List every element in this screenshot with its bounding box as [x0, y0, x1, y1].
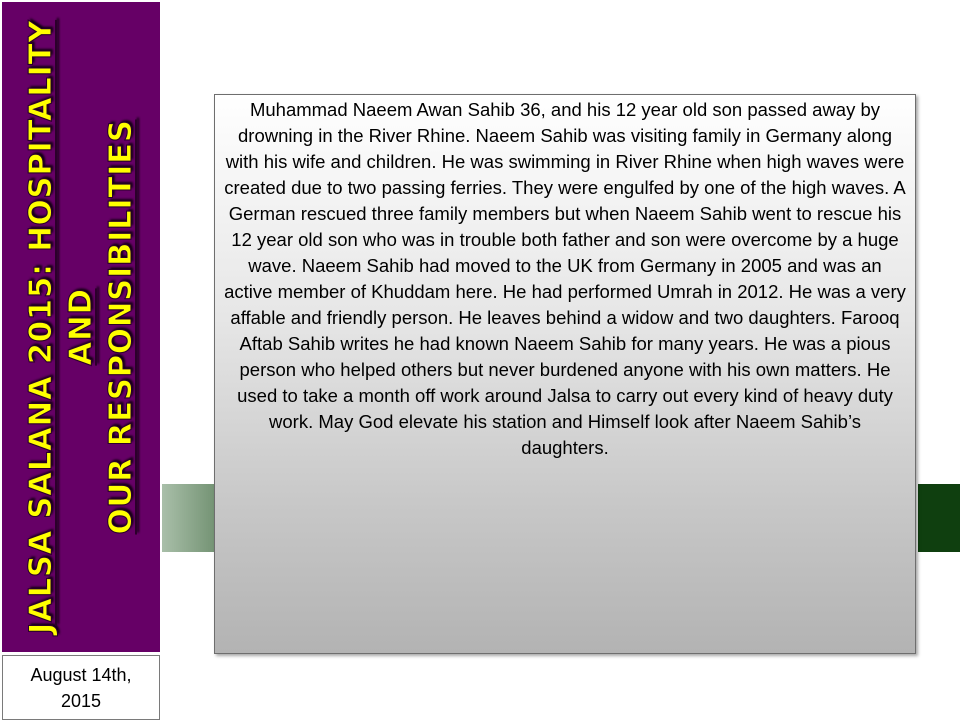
decorative-band-left: [162, 484, 220, 552]
slide-title: JALSA SALANA 2015: HOSPITALITY AND OUR RESPONSIBILITIES: [23, 19, 139, 635]
decorative-band-right: [918, 484, 960, 552]
date-label: August 14th, 2015: [2, 655, 160, 720]
title-panel: [2, 2, 160, 652]
body-paragraph: Muhammad Naeem Awan Sahib 36, and his 12 year old son passed away by drowning in the River Rhine. Naeem Sahib was visiting family in Germany along with his wife and children. He was swimming in River Rhine when high waves were created due to two passing ferries. They were engulfed by one of the high waves. A German rescued three family members but when Naeem Sahib went to rescue his 12 year old son who was in trouble both father and son were overcome by a huge wave. Naeem Sahib had moved to the UK from Germany in 2005 and was an active member of Khuddam here. He had performed Umrah in 2012. He was a very affable and friendly person. He leaves behind a widow and two daughters. Farooq Aftab Sahib writes he had known Naeem Sahib for many years. He was a pious person who helped others but never burdened anyone with his own matters. He used to take a month off work around Jalsa to carry out every kind of heavy duty work. May God elevate his station and Himself look after Naeem Sahib’s daughters.: [224, 99, 906, 458]
title-rotator: [11, 7, 151, 647]
content-text-box: [214, 94, 916, 654]
